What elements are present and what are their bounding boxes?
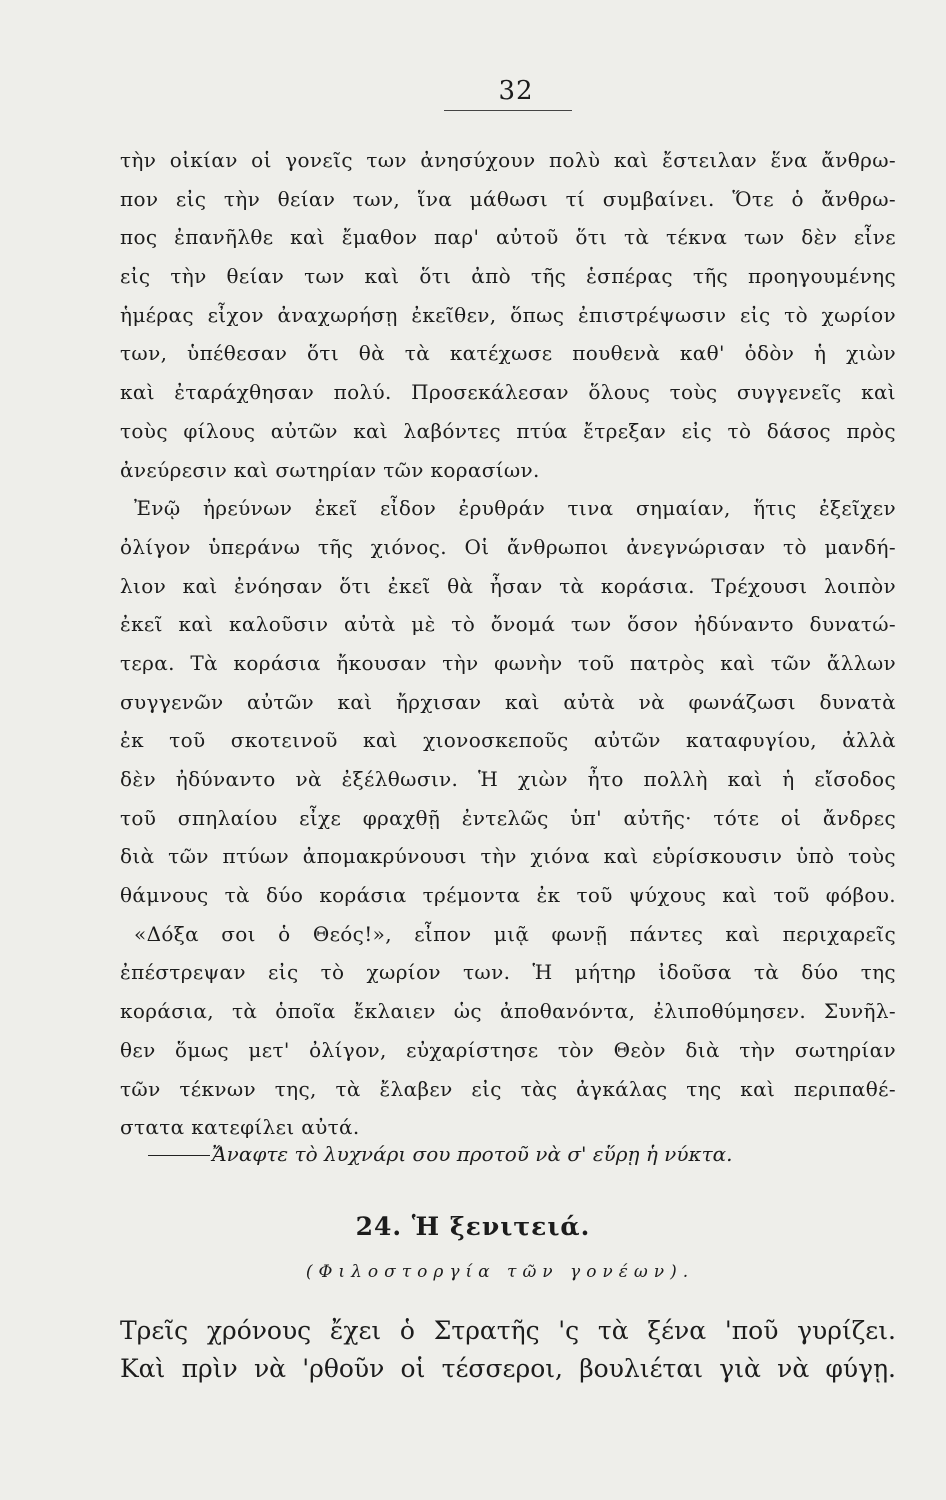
- text-line: των, ὑπέθεσαν ὅτι θὰ τὰ κατέχωσε πουθενὰ καθ' ὁδὸν ἡ χιὼν: [120, 341, 896, 366]
- text-line: πος ἐπανῆλθε καὶ ἔμαθον παρ' αὐτοῦ ὅτι τὰ τέκνα των δὲν εἶνε: [120, 225, 896, 250]
- text-line: ὀλίγον ὑπεράνω τῆς χιόνος. Οἱ ἄνθρωποι ἀνεγνώρισαν τὸ μανδή-: [120, 534, 896, 559]
- text-line: τερα. Τὰ κοράσια ἤκουσαν τὴν φωνὴν τοῦ πατρὸς καὶ τῶν ἄλλων: [120, 650, 896, 675]
- page-number-rule: [444, 110, 572, 111]
- poem: [120, 1312, 896, 1388]
- text-line: ἐκ τοῦ σκοτεινοῦ καὶ χιονοσκεποῦς αὐτῶν καταφυγίου, ἀλλὰ: [120, 728, 896, 753]
- proverb: [120, 1142, 896, 1166]
- text-line: στατα κατεφίλει αὐτά.: [120, 1115, 360, 1140]
- text-line: εἰς τὴν θείαν των καὶ ὅτι ἀπὸ τῆς ἑσπέρας τῆς προηγουμένης: [120, 264, 896, 289]
- text-line: καὶ ἐταράχθησαν πολύ. Προσεκάλεσαν ὅλους τοὺς συγγενεῖς καὶ: [120, 380, 896, 405]
- proverb-text: Ἄναφτε τὸ λυχνάρι σου προτοῦ νὰ σ' εὕρῃ ἡ νύκτα.: [212, 1142, 733, 1166]
- text-line: διὰ τῶν πτύων ἀπομακρύνουσι τὴν χιόνα καὶ εὑρίσκουσιν ὑπὸ τοὺς: [120, 844, 896, 869]
- section-subtitle: (Φιλοστοργία τῶν γονέων).: [305, 1262, 695, 1282]
- section-heading: 24. Ἡ ξενιτειά.: [355, 1212, 591, 1241]
- poem-line: Τρεῖς χρόνους ἔχει ὁ Στρατῆς 'ς τὰ ξένα 'ποῦ γυρίζει.: [120, 1316, 896, 1345]
- text-line: κοράσια, τὰ ὁποῖα ἔκλαιεν ὡς ἀποθανόντα, ἐλιποθύμησεν. Συνῆλ-: [120, 999, 896, 1024]
- text-line: πον εἰς τὴν θείαν των, ἵνα μάθωσι τί συμβαίνει. Ὅτε ὁ ἄνθρω-: [120, 186, 896, 211]
- text-line: ἐκεῖ καὶ καλοῦσιν αὐτὰ μὲ τὸ ὄνομά των ὅσον ἠδύναντο δυνατώ-: [120, 612, 896, 637]
- text-line: τοὺς φίλους αὐτῶν καὶ λαβόντες πτύα ἔτρεξαν εἰς τὸ δάσος πρὸς: [120, 418, 896, 443]
- text-line: τὴν οἰκίαν οἱ γονεῖς των ἀνησύχουν πολὺ καὶ ἔστειλαν ἕνα ἄνθρω-: [120, 148, 896, 172]
- text-line: λιον καὶ ἐνόησαν ὅτι ἐκεῖ θὰ ἦσαν τὰ κοράσια. Τρέχουσι λοιπὸν: [120, 573, 896, 598]
- em-dash-rule: [148, 1155, 210, 1156]
- text-line: Ἐνῷ ἠρεύνων ἐκεῖ εἶδον ἐρυθράν τινα σημαίαν, ἥτις ἐξεῖχεν: [134, 496, 896, 521]
- text-line: θάμνους τὰ δύο κοράσια τρέμοντα ἐκ τοῦ ψύχους καὶ τοῦ φόβου.: [120, 883, 896, 908]
- text-line: δὲν ἠδύναντο νὰ ἐξέλθωσιν. Ἡ χιὼν ἦτο πολλὴ καὶ ἡ εἴσοδος: [120, 767, 896, 791]
- text-line: τῶν τέκνων της, τὰ ἔλαβεν εἰς τὰς ἀγκάλας της καὶ περιπαθέ-: [120, 1076, 896, 1101]
- text-line: τοῦ σπηλαίου εἶχε φραχθῇ ἐντελῶς ὑπ' αὐτῆς· τότε οἱ ἄνδρες: [120, 805, 896, 830]
- text-line: ἡμέρας εἶχον ἀναχωρήσῃ ἐκεῖθεν, ὅπως ἐπιστρέψωσιν εἰς τὸ χωρίον: [120, 302, 896, 327]
- text-line: ἐπέστρεψαν εἰς τὸ χωρίον των. Ἡ μήτηρ ἰδοῦσα τὰ δύο της: [120, 960, 896, 985]
- poem-line: Καὶ πρὶν νὰ 'ρθοῦν οἱ τέσσεροι, βουλιέται γιὰ νὰ φύγῃ.: [120, 1354, 896, 1383]
- page-number: 32: [498, 76, 534, 106]
- body-text: [120, 141, 896, 1147]
- text-line: ἀνεύρεσιν καὶ σωτηρίαν τῶν κορασίων.: [120, 457, 540, 482]
- text-line: συγγενῶν αὐτῶν καὶ ἤρχισαν καὶ αὐτὰ νὰ φωνάζωσι δυνατὰ: [120, 689, 896, 714]
- text-line: θεν ὅμως μετ' ὀλίγον, εὐχαρίστησε τὸν Θεὸν διὰ τὴν σωτηρίαν: [120, 1037, 896, 1062]
- text-line: «Δόξα σοι ὁ Θεός!», εἶπον μιᾷ φωνῇ πάντες καὶ περιχαρεῖς: [134, 921, 896, 946]
